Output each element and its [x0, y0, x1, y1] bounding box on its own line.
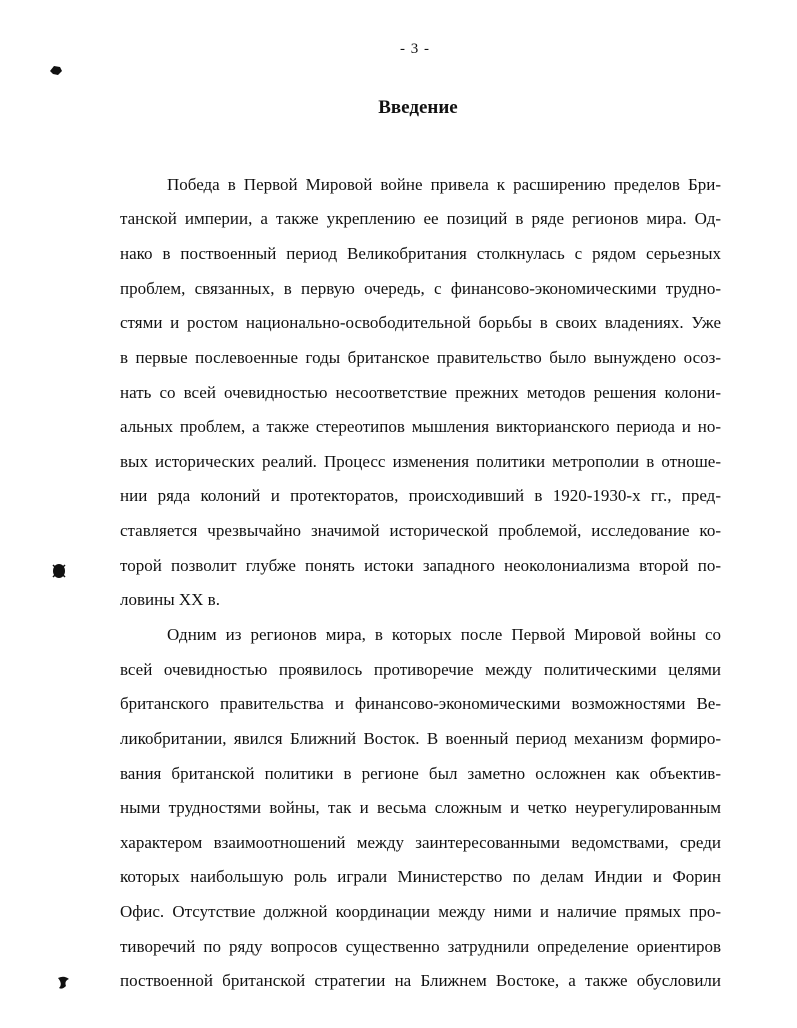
- scan-speck-icon: [48, 62, 64, 78]
- text-line: тиворечий по ряду вопросов существенно затруднили определение ориентиров: [120, 937, 721, 956]
- text-line: ликобритании, явился Ближний Восток. В военный период механизм формиро-: [120, 729, 721, 748]
- text-line: торой позволит глубже понять истоки западного неоколониализма второй по-: [120, 556, 721, 575]
- text-line: Офис. Отсутствие должной координации между ними и наличие прямых про-: [120, 902, 721, 921]
- text-line: нать со всей очевидностью несоответствие прежних методов решения колони-: [120, 383, 721, 402]
- text-line: вания британской политики в регионе был заметно осложнен как объектив-: [120, 764, 721, 783]
- text-line: вых исторических реалий. Процесс изменения политики метрополии в отноше-: [120, 452, 721, 471]
- page-title: Введение: [378, 97, 458, 118]
- text-line: проблем, связанных, в первую очередь, с финансово-экономическими трудно-: [120, 279, 721, 298]
- text-line: которых наибольшую роль играли Министерство по делам Индии и Форин: [120, 867, 721, 886]
- text-line: британского правительства и финансово-экономическими возможностями Ве-: [120, 694, 721, 713]
- text-line: нако в поствоенный период Великобритания столкнулась с рядом серьезных: [120, 244, 721, 263]
- text-line: Победа в Первой Мировой войне привела к расширению пределов Бри-: [167, 175, 721, 194]
- page-number: - 3 -: [400, 41, 430, 57]
- scan-speck-icon: [50, 561, 68, 581]
- text-line: стями и ростом национально-освободительной борьбы в своих владениях. Уже: [120, 313, 721, 332]
- text-line: танской империи, а также укреплению ее позиций в ряде регионов мира. Од-: [120, 209, 721, 228]
- text-line: поствоенной британской стратегии на Ближнем Востоке, а также обусловили: [120, 971, 721, 990]
- scan-speck-icon: [54, 973, 74, 993]
- text-line: ставляется чрезвычайно значимой исторической проблемой, исследование ко-: [120, 521, 721, 540]
- text-line: Одним из регионов мира, в которых после Первой Мировой войны со: [167, 625, 721, 644]
- text-line: характером взаимоотношений между заинтересованными ведомствами, среди: [120, 833, 721, 852]
- text-line: нии ряда колоний и протекторатов, происходивший в 1920-1930-х гг., пред-: [120, 486, 721, 505]
- text-line: альных проблем, а также стереотипов мышления викторианского периода и но-: [120, 417, 721, 436]
- text-line: в первые послевоенные годы британское правительство было вынуждено осоз-: [120, 348, 721, 367]
- text-line: всей очевидностью проявилось противоречие между политическими целями: [120, 660, 721, 679]
- text-line: ными трудностями войны, так и весьма сложным и четко неурегулированным: [120, 798, 721, 817]
- text-line: ловины XX в.: [120, 590, 220, 609]
